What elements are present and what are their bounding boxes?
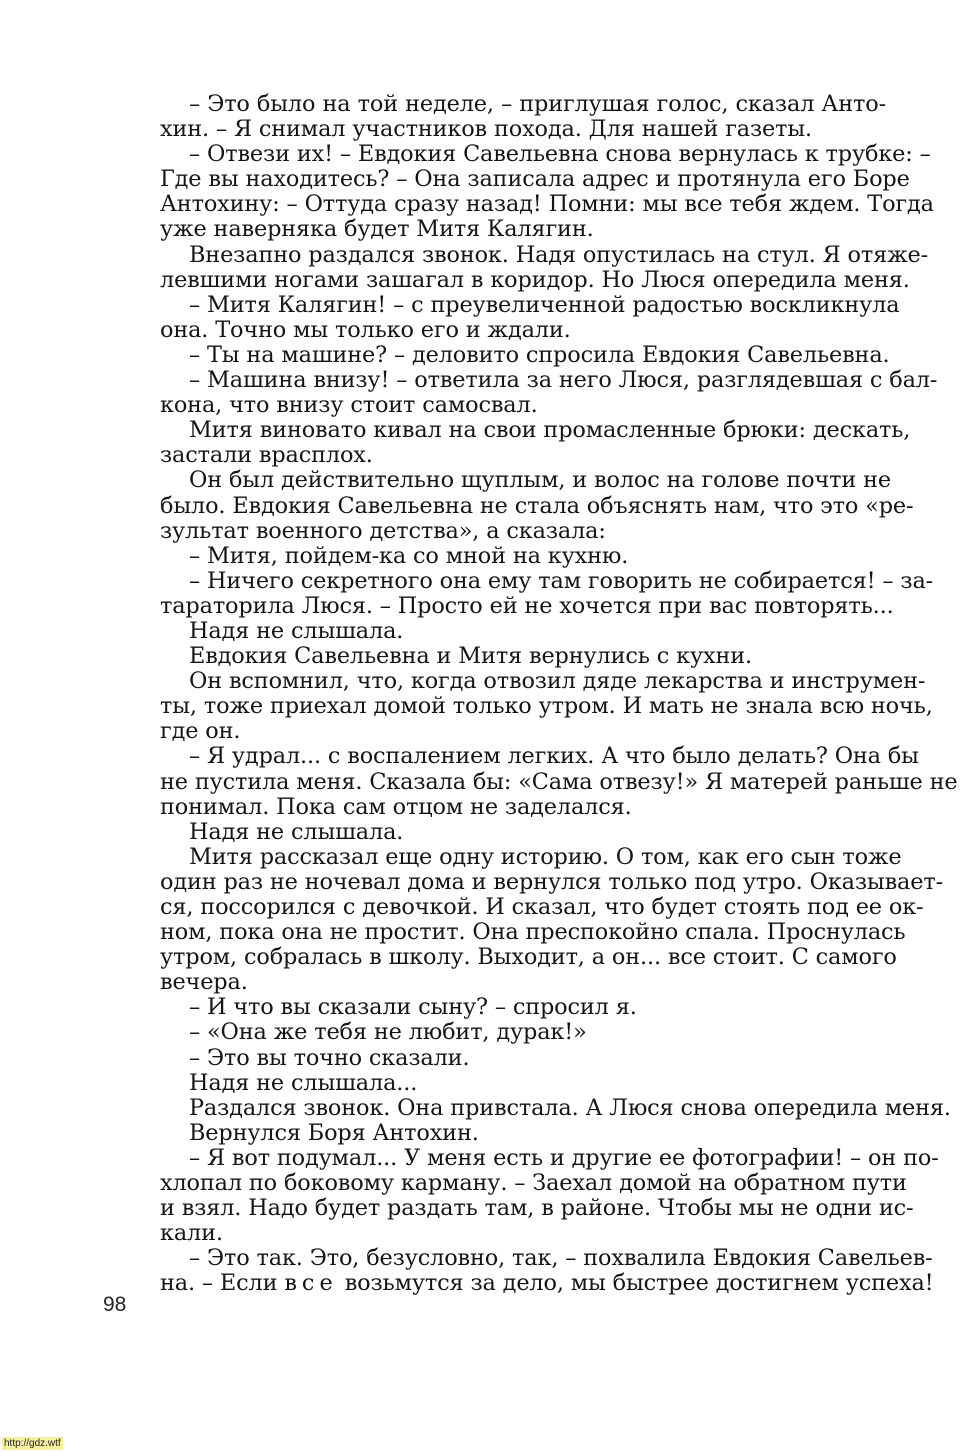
text-line: – Ничего секретного она ему там говорить не собирается! – за-	[189, 567, 934, 594]
text-line: – Отвези их! – Евдокия Савельевна снова вернулась к трубке: –	[189, 141, 931, 168]
text-line: – Это вы точно сказали.	[189, 1044, 470, 1071]
text-line: уже наверняка будет Митя Калягин.	[160, 216, 594, 243]
page-body-text	[160, 91, 958, 1297]
text-line-final	[160, 1270, 934, 1297]
text-line: и взял. Надо будет раздать там, в районе. Чтобы мы не одни ис-	[160, 1195, 914, 1222]
text-line: Где вы находитесь? – Она записала адрес и протянула его Боре	[160, 166, 910, 193]
text-line: – Машина внизу! – ответила за него Люся, разглядевшая с бал-	[189, 367, 938, 394]
text-line: левшими ногами зашагал в коридор. Но Люся опередила меня.	[160, 266, 910, 293]
text-line: – Ты на машине? – деловито спросила Евдокия Савельевна.	[189, 341, 890, 368]
text-line: – «Она же тебя не любит, дурак!»	[189, 1019, 587, 1046]
text-line: Раздался звонок. Она привстала. А Люся снова опередила меня.	[189, 1094, 951, 1121]
text-line: она. Точно мы только его и ждали.	[160, 316, 571, 343]
text-line: Надя не слышала...	[189, 1069, 418, 1096]
text-line: Надя не слышала.	[189, 617, 404, 644]
text-line: где он.	[160, 718, 241, 745]
page-number: 98	[103, 1293, 127, 1316]
emphasized-word: все	[284, 1270, 338, 1297]
text-line: – Я удрал... с воспалением легких. А что было делать? Она бы	[189, 743, 919, 770]
text-line: Он вспомнил, что, когда отвозил дяде лекарства и инструмен-	[189, 668, 926, 695]
text-line: – Это так. Это, безусловно, так, – похвалила Евдокия Савельев-	[189, 1245, 933, 1272]
text-line: застали врасплох.	[160, 442, 373, 469]
final-line-end: возьмутся за дело, мы быстрее достигнем успеха!	[337, 1270, 934, 1297]
text-line: не пустила меня. Сказала бы: «Сама отвезу!» Я матерей раньше не	[160, 768, 958, 795]
text-line: Внезапно раздался звонок. Надя опустилась на стул. Я отяже-	[189, 241, 929, 268]
text-line: ты, тоже приехал домой только утром. И мать не знала всю ночь,	[160, 693, 933, 720]
text-line: хлопал по боковому карману. – Заехал домой на обратном пути	[160, 1170, 907, 1197]
text-line: один раз не ночевал дома и вернулся только под утро. Оказывает-	[160, 868, 944, 895]
text-line: – Я вот подумал... У меня есть и другие ее фотографии! – он по-	[189, 1144, 939, 1171]
text-line: зультат военного детства», а сказала:	[160, 517, 606, 544]
text-line: ном, пока она не простит. Она преспокойно спала. Проснулась	[160, 919, 906, 946]
text-line: кали.	[160, 1220, 223, 1247]
text-line: Евдокия Савельевна и Митя вернулись с кухни.	[189, 643, 752, 670]
text-line: Митя виновато кивал на свои промасленные брюки: дескать,	[189, 417, 911, 444]
text-line: – Митя Калягин! – с преувеличенной радостью воскликнула	[189, 291, 900, 318]
text-line: Он был действительно щуплым, и волос на голове почти не	[189, 467, 891, 494]
text-line: тараторила Люся. – Просто ей не хочется при вас повторять...	[160, 592, 894, 619]
text-line: Антохину: – Оттуда сразу назад! Помни: мы все тебя ждем. Тогда	[160, 191, 934, 218]
final-line-start: на. – Если	[160, 1270, 285, 1297]
text-line: – Митя, пойдем-ка со мной на кухню.	[189, 542, 629, 569]
text-line: хин. – Я снимал участников похода. Для нашей газеты.	[160, 116, 813, 143]
text-line: вечера.	[160, 969, 248, 996]
text-line: – И что вы сказали сыну? – спросил я.	[189, 994, 637, 1021]
text-line: кона, что внизу стоит самосвал.	[160, 392, 538, 419]
text-line: было. Евдокия Савельевна не стала объяснять нам, что это «ре-	[160, 492, 914, 519]
text-line: понимал. Пока сам отцом не заделался.	[160, 793, 632, 820]
text-line: утром, собралась в школу. Выходит, а он... все стоит. С самого	[160, 944, 897, 971]
text-line: Вернулся Боря Антохин.	[189, 1119, 479, 1146]
text-line: Митя рассказал еще одну историю. О том, как его сын тоже	[189, 843, 902, 870]
text-line: – Это было на той неделе, – приглушая голос, сказал Анто-	[189, 91, 886, 117]
text-line: ся, поссорился с девочкой. И сказал, что будет стоять под ее ок-	[160, 894, 924, 920]
text-line: Надя не слышала.	[189, 818, 404, 845]
source-watermark[interactable]: http://gdz.wtf	[4, 1438, 61, 1449]
